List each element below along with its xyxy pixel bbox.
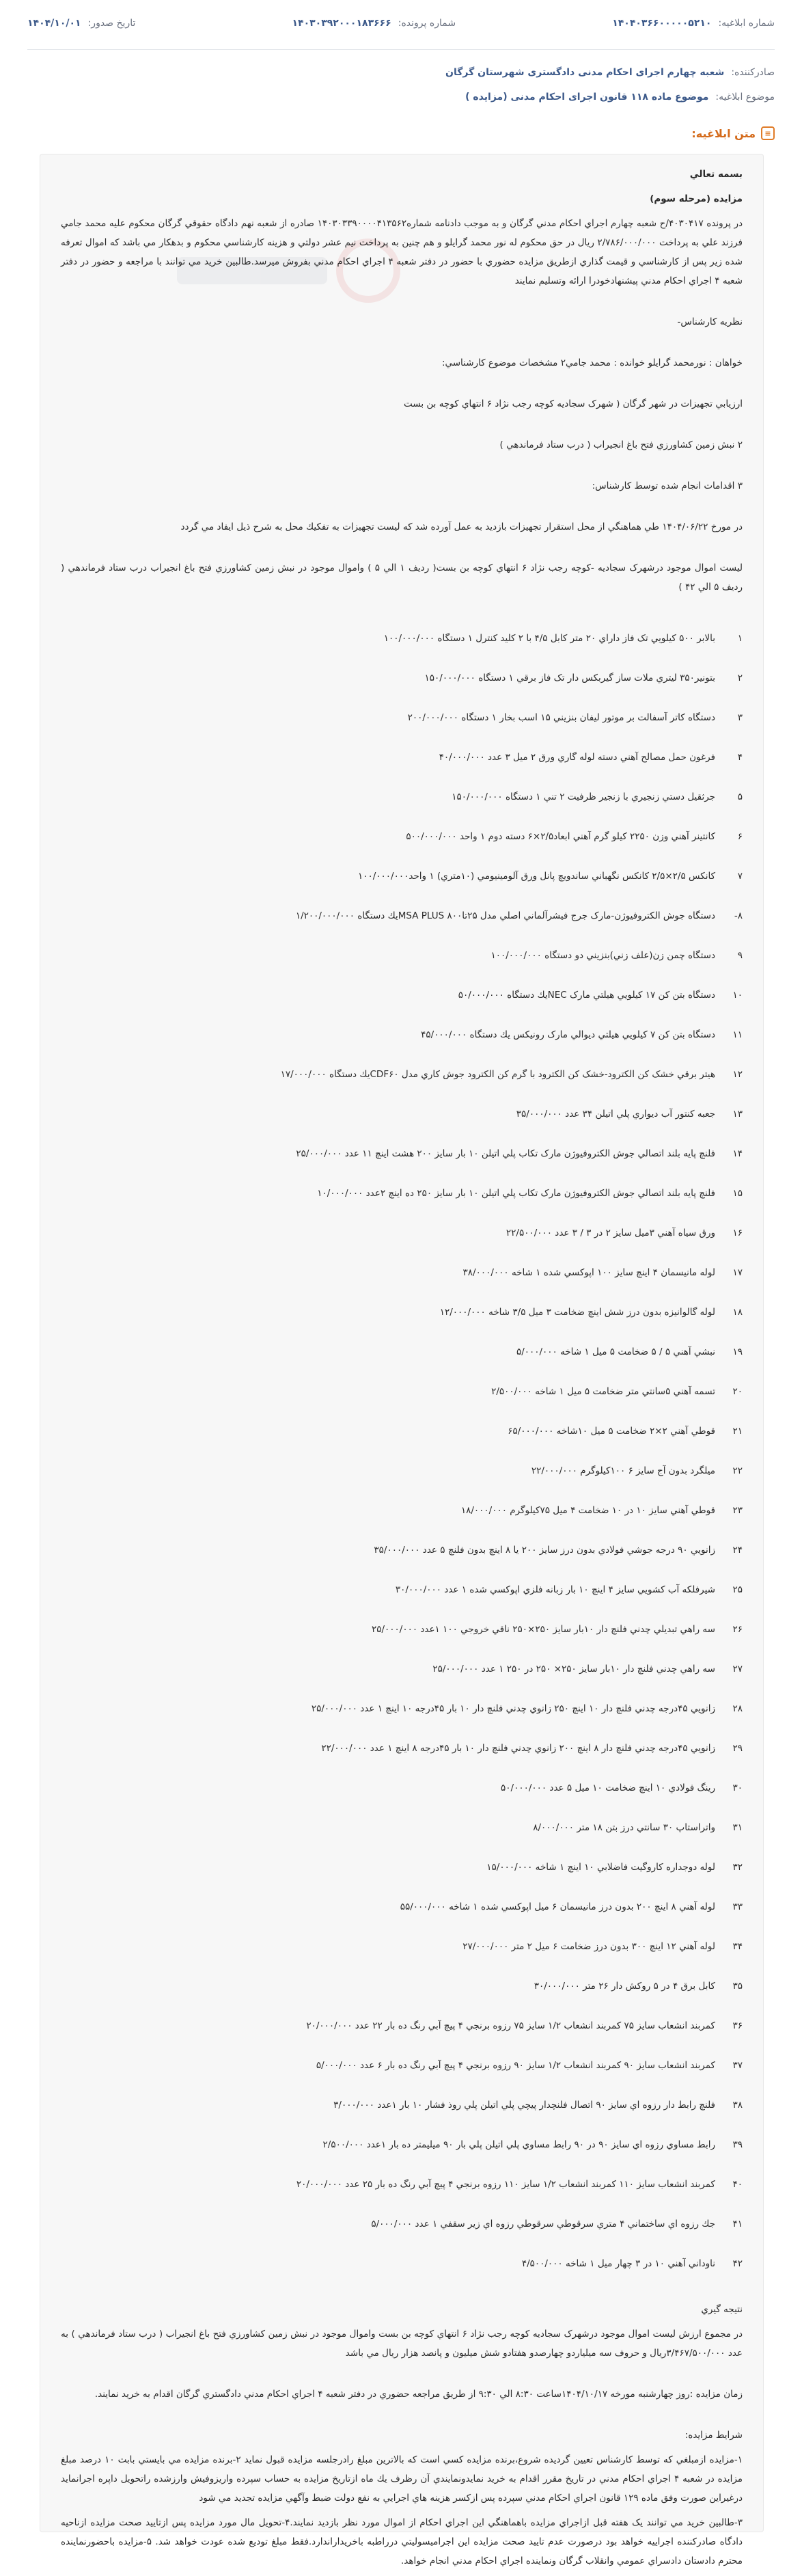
list-item <box>61 1451 743 1491</box>
list-item <box>61 1847 743 1887</box>
item-number: ۴۰ <box>732 2179 743 2190</box>
case-number <box>292 18 456 29</box>
list-item <box>61 1570 743 1610</box>
item-text: شيرفلكه آب كشويي سايز ۴ اينچ ۱۰ بار زبانه فلزي اپوكسي شده ۱ عدد ۳۰/۰۰۰/۰۰۰ <box>395 1584 715 1595</box>
condition-3: ۳-طالبين خريد مي توانند يک هفته قبل ازاجراي مزايده باهماهنگي اين اجراي احكام از اموال مورد نظر بازديد نمايند.۴-تحويل مال مورد مزايده پس ازتاييد صحت مزايده ازناحيه دادگاه صادركننده اجراييه خواهد بود درصورت عدم تاييد صحت مزايده اين اجراميسوليتي درراطبه باخريداراندارد.فقط مبلغ توديع شده عودت خواهد شد. ۵-مزايده باحضورنماينده محترم دادستان دادسراي عمومي وانقلاب گرگان ونماينده اجراي احكام مدني انجام خواهد. <box>61 2517 743 2566</box>
list-item <box>61 737 743 777</box>
item-number: ۱۱ <box>732 1029 743 1040</box>
issue-date-label: تاریخ صدور: <box>87 18 136 29</box>
item-text: بالابر ۵۰۰ كيلويي تک فاز داراي ۲۰ متر كابل ۴/۵ با ۲ كليد كنترل ۱ دستگاه ۱۰۰/۰۰۰/۰۰۰ <box>383 633 715 644</box>
item-number: ۱۵ <box>732 1188 743 1199</box>
list-item <box>61 2006 743 2046</box>
list-item <box>61 1530 743 1570</box>
list-item <box>61 1966 743 2006</box>
item-number: ۵ <box>737 791 743 802</box>
item-text: لوله دوجداره كاروگيت فاضلابي ۱۰ اينچ ۱ شاخه ۱۵/۰۰۰/۰۰۰ <box>486 1862 715 1873</box>
notice-number <box>612 18 775 29</box>
list-item <box>61 1649 743 1689</box>
list-item <box>61 2046 743 2085</box>
item-text: سه راهي تبديلي چدني فلنچ دار ۱۰بار سايز ۲۵۰×۲۵۰ ناقي خروجي ۱۰۰ ۱عدد ۲۵/۰۰۰/۰۰۰ <box>371 1624 715 1635</box>
actions-paragraph: در مورخ ۱۴۰۴/۰۶/۲۲ طي هماهنگي از محل استقرار تجهيزات بازديد به عمل آورده شد كه ليست تجهيزات به تفكيك محل به شرح ذيل ايفاد مي گردد <box>180 521 743 532</box>
item-text: كمربند انشعاب سايز ۱۱۰ كمربند انشعاب ۱/۲ سايز ۱۱۰ رزوه برنجي ۴ پيچ آبي رنگ ده بار ۲۵ عدد ۲۰/۰۰۰/۰۰۰ <box>296 2179 715 2190</box>
item-number: ۲۷ <box>732 1664 743 1675</box>
item-number: ۲۱ <box>732 1426 743 1437</box>
list-item <box>61 1372 743 1411</box>
list-item <box>61 1094 743 1134</box>
notice-text-heading <box>691 126 775 140</box>
item-text: جك رزوه اي ساختماني ۴ متري سرقوطي سرقوطي رزوه اي زير سقفي ۱ عدد ۵/۰۰۰/۰۰۰ <box>371 2219 715 2229</box>
item-text: لوله گالوانيزه بدون درز شش اينچ ضخامت ۳ ميل ۳/۵ شاخه ۱۲/۰۰۰/۰۰۰ <box>439 1307 715 1318</box>
list-item <box>61 619 743 658</box>
item-number: ۳ <box>737 712 743 723</box>
item-text: دستگاه جوش الكتروفيوژن-مارک جرج فيشرآلماني اصلي مدل ۲۵تا۸۰۰ MSA PLUSيك دستگاه ۱/۲۰۰/۰۰۰/۰۰۰ <box>295 910 715 921</box>
item-text: نبشي آهني ۵ / ۵ ضخامت ۵ ميل ۱ شاخه ۵/۰۰۰/۰۰۰ <box>516 1346 715 1357</box>
evaluation-location: ارزيابي تجهيزات در شهر گرگان ( شهرک سجاديه كوچه رجب نژاد ۶ انتهاي كوچه بن بست <box>404 398 743 409</box>
item-number: ۳۰ <box>732 1782 743 1793</box>
list-item <box>61 2204 743 2244</box>
issuer <box>445 67 775 78</box>
list-item <box>61 2165 743 2204</box>
item-text: دستگاه بتن كن ۷ كيلويي هيلتي ديوالي مارک رونيكس يك دستگاه ۴۵/۰۰۰/۰۰۰ <box>421 1029 715 1040</box>
item-text: جرثقيل دستي زنجيري با زنجير ظرفيت ۲ تني ۱ دستگاه ۱۵۰/۰۰۰/۰۰۰ <box>452 791 715 802</box>
item-number: ۲۰ <box>732 1386 743 1397</box>
item-number: ۲۳ <box>732 1505 743 1516</box>
header-divider <box>27 49 775 50</box>
item-text: فرغون حمل مصالح آهني دسته لوله گاري ورق ۲ ميل ۳ عدد ۴۰/۰۰۰/۰۰۰ <box>439 752 715 763</box>
list-item <box>61 1808 743 1847</box>
item-number: ۲۹ <box>732 1743 743 1754</box>
list-item <box>61 1411 743 1451</box>
list-item <box>61 658 743 698</box>
item-number: ۱۳ <box>732 1109 743 1120</box>
land-location: ۲ نبش زمين كشاورزي فتح باغ انجيراب ( درب ستاد فرماندهي ) <box>499 439 743 450</box>
list-item <box>61 2085 743 2125</box>
header-row-subject <box>27 92 775 103</box>
case-number-value: ۱۴۰۳۰۳۹۲۰۰۰۱۸۳۶۶۶ <box>292 18 391 29</box>
item-text: ميلگرد بدون آج سايز ۶ ۱۰۰كيلوگرم ۲۲/۰۰۰/۰۰۰ <box>531 1465 715 1476</box>
item-text: زانويي ۹۰ درجه جوشي فولادي بدون درز سايز ۲۰۰ يا ۸ اينچ بدون فلنچ ۵ عدد ۳۵/۰۰۰/۰۰۰ <box>374 1545 715 1556</box>
item-text: زانويي ۴۵درجه چدني فلنچ دار ۸ اينچ ۲۰۰ زانوي چدني فلنچ دار ۱۰ بار ۴۵درجه ۸ اينچ ۱ عدد ۲۲/۰۰۰/۰۰۰ <box>321 1743 715 1754</box>
item-text: فلنچ پايه بلند اتصالي جوش الكتروفيوژن مارک تكاب پلي اتيلن ۱۰ بار سايز ۲۵۰ ده اينچ ۲عدد ۱۰/۰۰۰/۰۰۰ <box>317 1188 715 1199</box>
result-title: نتيجه گيري <box>701 2304 743 2315</box>
list-item <box>61 1728 743 1768</box>
list-item <box>61 1927 743 1966</box>
list-item <box>61 1491 743 1530</box>
list-item <box>61 1253 743 1292</box>
item-number: ۱۹ <box>732 1346 743 1357</box>
list-item <box>61 1887 743 1927</box>
auction-time: زمان مزايده :روز چهارشنبه مورخه ۱۴۰۴/۱۰/۱۷ساعت ۸:۳۰ الي ۹:۳۰ از طريق مراجعه حضوري در دفتر شعبه ۴ اجراي احكام مدني دادگستري گرگان اقدام به خريد نمايند. <box>94 2389 743 2400</box>
item-text: لوله آهني ۸ اينچ ۲۰۰ بدون درز مانيسمان ۶ ميل اپوكسي شده ۱ شاخه ۵۵/۰۰۰/۰۰۰ <box>400 1901 715 1912</box>
list-item <box>61 1174 743 1213</box>
item-number: ۳۲ <box>732 1862 743 1873</box>
item-number: ۹ <box>737 950 743 961</box>
item-number: ۱۸ <box>732 1307 743 1318</box>
list-item <box>61 936 743 975</box>
header-row-issuer <box>27 67 775 78</box>
list-item <box>61 817 743 856</box>
issuer-label: صادرکننده: <box>731 67 775 78</box>
item-number: ۸- <box>734 910 743 921</box>
item-text: كانتينر آهني وزن ۲۲۵۰ كيلو گرم آهني ابعاد۲/۵×۶ دسته دوم ۱ واحد ۵۰۰/۰۰۰/۰۰۰ <box>406 831 715 842</box>
case-number-label: شماره پرونده: <box>398 18 456 29</box>
item-number: ۲۸ <box>732 1703 743 1714</box>
item-number: ۱۲ <box>732 1069 743 1080</box>
list-item <box>61 1213 743 1253</box>
item-number: ۳۸ <box>732 2100 743 2111</box>
item-text: رابط مساوي رزوه اي سايز ۹۰ در ۹۰ رابط مساوي پلي اتيلن پلي بار ۹۰ ميليمتر ده بار ۱عدد ۲/۵۰۰/۰۰۰ <box>322 2139 715 2150</box>
item-number: ۲۶ <box>732 1624 743 1635</box>
item-number: ۷ <box>737 871 743 882</box>
list-item <box>61 1055 743 1094</box>
item-text: زانويي ۴۵درجه چدني فلنچ دار ۱۰ اينچ ۲۵۰ زانوي چدني فلنچ دار ۱۰ بار ۴۵درجه ۱۰ اينچ ۱ عدد ۲۵/۰۰۰/۰۰۰ <box>311 1703 715 1714</box>
item-text: ورق سياه آهني ۳ميل سايز ۲ در ۳ / ۳ عدد ۲۲/۵۰۰/۰۰۰ <box>506 1228 715 1238</box>
condition-1: ۱-مزايده ازمبلغي كه توسط كارشناس تعيين گرديده شروع،برنده مزايده كسي است كه بالاترين مبلغ رادرجلسه مزايده قبول نمايد ۲-برنده مزايده مي بايستي بابت ۱۰ درصد مبلغ مزايده در شعبه ۴ اجراي احكام مدني در تاريخ مقرر اقدام به خريد نمايدونمايندي آن رظرف يك ماه ازتاريخ مزايده به حساب سپرده واريزوفيش وارزشده راتحويل داپره اجرانمايد درغيراين صورت وفق ماده ۱۲۹ قانون اجراي احكام مدني سپرده پس ازكسر هزينه هاي اجرايي به نفع دولت ضبط وآگهي مزايده تجديد مي شود <box>61 2454 743 2504</box>
item-text: كابل برق ۴ در ۵ روكش دار ۲۶ متر ۳۰/۰۰۰/۰۰۰ <box>534 1981 715 1992</box>
item-number: ۲۲ <box>732 1465 743 1476</box>
issuer-value: شعبه چهارم اجرای احکام مدنی دادگستری شهرستان گرگان <box>445 67 725 78</box>
notice-number-value: ۱۴۰۴۰۳۶۶۰۰۰۰۰۵۲۱۰ <box>612 18 712 29</box>
list-item <box>61 856 743 896</box>
list-item <box>61 1015 743 1055</box>
list-item <box>61 1292 743 1332</box>
basmala: بسمه تعالي <box>689 169 743 180</box>
message-icon: ≡ <box>761 126 775 140</box>
item-number: ۴ <box>737 752 743 763</box>
item-number: ۳۱ <box>732 1822 743 1833</box>
list-item <box>61 2125 743 2165</box>
item-number: ۱۴ <box>732 1148 743 1159</box>
notice-header <box>0 0 802 116</box>
item-number: ۴۱ <box>732 2219 743 2229</box>
item-text: فلنچ رابط دار رزوه اي سايز ۹۰ اتصال فلنچدار پيچي پلي اتيلن پلي روذ فشار ۱۰ بار ۱عدد ۳/۰۰۰/۰۰۰ <box>333 2100 715 2111</box>
item-text: قوطي آهني سايز ۱۰ در ۱۰ ضخامت ۴ ميل ۷۵كيلوگرم ۱۸/۰۰۰/۰۰۰ <box>460 1505 715 1516</box>
list-item <box>61 1689 743 1728</box>
subject-value: موضوع ماده ۱۱۸ قانون اجرای احکام مدنی (مزایده ) <box>465 92 709 103</box>
item-text: واتراستاپ ۳۰ سانتي درز بتن ۱۸ متر ۸/۰۰۰/۰۰۰ <box>533 1822 715 1833</box>
notice-text-card <box>40 154 764 2566</box>
item-number: ۳۵ <box>732 1981 743 1992</box>
item-number: ۱۶ <box>732 1228 743 1238</box>
item-number: ۶ <box>737 831 743 842</box>
intro-paragraph: در پرونده ۴۰۳۰۴۱۷/ح شعبه چهارم اجراي احكام مدني گرگان و به موجب دادنامه شماره۱۴۰۳۰۳۳۹۰۰۰۰۴۱۳۵۶۲ صادره از شعبه نهم دادگاه حقوقي گرگان محكوم عليه محمد جامي فرزند علي به پرداخت ۲/۷۸۶/۰۰۰/۰۰۰ ريال در حق محكوم له نور محمد گرايلو و هم چنين به پرداخت نيم عشر دولتي و هزينه كارشناسي محكوم و بدهكار مي باشد كه اموال تعرفه شده زير پس از كارشناسي و قيمت گذاري ازطريق مزايده حضوري با حضور در دفتر شعبه ۴ اجراي احكام مدني بفروش ميرسد.طالبين خريد مي توانند با مراجعه و حضور در دفتر شعبه ۴ اجراي احكام مدني پيشنهادخودرا ارائه وتسليم نمايند <box>61 218 743 286</box>
item-text: بتونير۳۵۰ ليتري ملات ساز گيربكس دار تک فاز برقي ۱ دستگاه ۱۵۰/۰۰۰/۰۰۰ <box>424 673 715 683</box>
item-text: كانكس ۲/۵×۲/۵ كانكس نگهباني ساندويچ پانل ورق آلومينيومي (۱۰متري) ۱ واحد۱۰۰/۰۰۰/۰۰۰ <box>357 871 715 882</box>
item-text: دستگاه بتن كن ۱۷ كيلويي هيلتي مارک NECيك دستگاه ۵۰/۰۰۰/۰۰۰ <box>458 990 715 1001</box>
item-text: كمربند انشعاب سايز ۹۰ كمربند انشعاب ۱/۲ سايز ۹۰ رزوه برنجي ۴ پيچ آبي رنگ ده بار ۶ عدد ۵/۰۰۰/۰۰۰ <box>316 2060 715 2071</box>
list-item <box>61 1610 743 1649</box>
auction-title: مزايده (مرحله سوم) <box>650 193 743 204</box>
item-number: ۱۰ <box>732 990 743 1001</box>
item-number: ۱ <box>737 633 743 644</box>
list-item <box>61 896 743 936</box>
item-text: كمربند انشعاب سايز ۷۵ كمربند انشعاب ۱/۲ سايز ۷۵ رزوه برنجي ۴ پيچ آبي رنگ ده بار ۲۲ عدد ۲۰/۰۰۰/۰۰۰ <box>306 2020 715 2031</box>
item-text: سه راهي چدني فلنچ دار ۱۰بار سايز ۲۵۰× ۲۵۰ در ۲۵۰ ۱ عدد ۲۵/۰۰۰/۰۰۰ <box>432 1664 715 1675</box>
actions-title: ۳ اقدامات انجام شده توسط كارشناس: <box>592 480 743 491</box>
header-row-numbers <box>27 18 775 29</box>
parties: خواهان : نورمحمد گرايلو خوانده : محمد جامي۲ مشخصات موضوع كارشناسي: <box>441 357 743 368</box>
item-number: ۳۴ <box>732 1941 743 1952</box>
notice-content <box>61 165 743 2576</box>
item-text: دستگاه كاتر آسفالت بر موتور ليفان بنزيني ۱۵ اسب بخار ۱ دستگاه ۲۰۰/۰۰۰/۰۰۰ <box>407 712 715 723</box>
item-text: دستگاه چمن زن(علف زني)بنزيني دو دستگاه ۱۰۰/۰۰۰/۰۰۰ <box>490 950 715 961</box>
item-text: ناوداني آهني ۱۰ در ۳ چهار ميل ۱ شاخه ۴/۵۰۰/۰۰۰ <box>521 2258 715 2269</box>
item-text: جعبه كنتور آب ديواري پلي اتيلن ۳۴ عدد ۳۵/۰۰۰/۰۰۰ <box>516 1109 715 1120</box>
item-text: لوله مانيسمان ۴ اينچ سايز ۱۰۰ اپوكسي شده ۱ شاخه ۳۸/۰۰۰/۰۰۰ <box>462 1267 715 1278</box>
item-text: رينگ فولادي ۱۰ اينچ ضخامت ۱۰ ميل ۵ عدد ۵۰/۰۰۰/۰۰۰ <box>501 1782 715 1793</box>
notice-text-label: متن ابلاغیه: <box>691 126 756 140</box>
list-item <box>61 698 743 737</box>
issue-date-value: ۱۴۰۴/۱۰/۰۱ <box>27 18 81 29</box>
item-number: ۲۴ <box>732 1545 743 1556</box>
result-paragraph: در مجموع ارزش ليست اموال موجود درشهرک سجاديه كوچه رجب نژاد ۶ انتهاي كوچه بن بست واموال موجود در نبش زمين كشاورزي فتح باغ انجيراب ( درب ستاد فرماندهي ) به عدد ۳/۴۶۷/۵۰۰/۰۰۰ريال و حروف سه ميلياردو چهارصدو هفتادو شش ميليون و پانصد هزار ريال مي باشد <box>61 2329 743 2359</box>
list-item <box>61 1134 743 1174</box>
item-number: ۴۲ <box>732 2258 743 2269</box>
expert-title: نظريه كارشناس- <box>677 316 743 327</box>
item-number: ۳۶ <box>732 2020 743 2031</box>
item-number: ۳۳ <box>732 1901 743 1912</box>
subject-label: موضوع ابلاغیه: <box>715 92 775 103</box>
item-text: هيتر برقي خشک كن الكترود-خشک كن الكترود با گرم كن الكترود جوش كاري مدل CDF۶۰يك دستگاه ۱۷/۰۰۰/۰۰۰ <box>280 1069 715 1080</box>
item-number: ۲ <box>737 673 743 683</box>
item-text: لوله آهني ۱۲ اينچ ۳۰۰ بدون درز ضخامت ۶ ميل ۲ متر ۲۷/۰۰۰/۰۰۰ <box>462 1941 715 1952</box>
list-item <box>61 1332 743 1372</box>
item-text: فلنچ پايه بلند اتصالي جوش الكتروفيوژن مارک تكاب پلي اتيلن ۱۰ بار سايز ۲۰۰ هشت اينچ ۱۱ عدد ۲۵/۰۰۰/۰۰۰ <box>296 1148 715 1159</box>
list-item <box>61 1768 743 1808</box>
list-intro: ليست اموال موجود درشهرک سجاديه -كوچه رجب نژاد ۶ انتهاي كوچه بن بست( رديف ۱ الي ۵ ) واموال موجود در نبش زمين كشاورزي فتح باغ انجيراب درب ستاد فرماندهي ( رديف ۵ الي ۴۲ ) <box>61 562 743 593</box>
item-number: ۲۵ <box>732 1584 743 1595</box>
list-item <box>61 777 743 817</box>
list-item <box>61 2244 743 2283</box>
subject <box>465 92 775 103</box>
item-text: تسمه آهني ۵سانتي متر ضخامت ۵ ميل ۱ شاخه ۲/۵۰۰/۰۰۰ <box>491 1386 715 1397</box>
item-number: ۳۹ <box>732 2139 743 2150</box>
item-number: ۱۷ <box>732 1267 743 1278</box>
asset-list <box>61 619 743 2283</box>
item-number: ۳۷ <box>732 2060 743 2071</box>
conditions-title: شرايط مزايده: <box>685 2430 743 2441</box>
notice-number-label: شماره ابلاغیه: <box>718 18 775 29</box>
list-item <box>61 975 743 1015</box>
issue-date <box>27 18 135 29</box>
item-text: قوطي آهني ۲×۲ ضخامت ۵ ميل ۱۰شاخه ۶۵/۰۰۰/۰۰۰ <box>508 1426 715 1437</box>
